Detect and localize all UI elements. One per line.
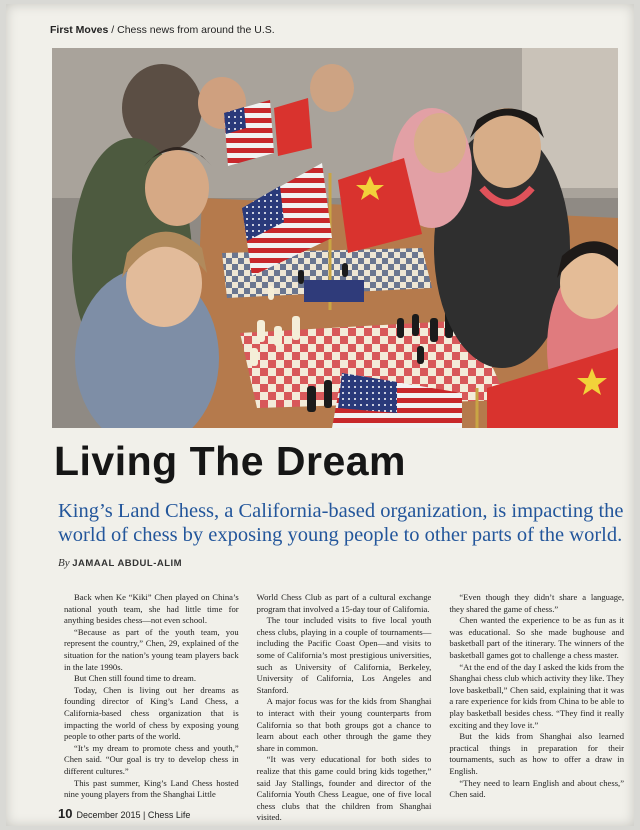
page-number: 10	[58, 806, 73, 821]
byline	[58, 557, 182, 569]
paragraph: Chen wanted the experience to be as fun as it was educational. So she made bughouse and basketball part of the itinerary. The winners of the basketball games got to challenge a chess master.	[449, 615, 625, 660]
magazine-page	[6, 4, 634, 826]
photo-illustration	[52, 48, 618, 428]
page-title: Living The Dream	[54, 438, 407, 484]
byline-author: JAMAAL ABDUL-ALIM	[72, 558, 183, 569]
running-head	[50, 24, 275, 36]
paragraph: World Chess Club as part of a cultural exchange program that involved a 15-day tour of California.	[256, 592, 432, 614]
section-name: First Moves	[50, 24, 109, 36]
section-separator: /	[108, 24, 118, 36]
paragraph: “It was very educational for both sides to realize that this game could bring kids together,” said Jay Stallings, founder and director of the California Youth Chess League, one of five local chess clubs that the children from Shanghai visited.	[256, 754, 432, 823]
paragraph: “Because as part of the youth team, you represent the country,” Chen, 29, explained of the situation for the nation’s young team players back in the late 1990s.	[64, 626, 239, 672]
paragraph: “At the end of the day I asked the kids from the Shanghai chess club which activity they like. They love basketball,” Chen said, explaining that it was a rare experience for kids from China to be able to play basketball besides chess. “They find it really exciting and they love it.”	[449, 661, 625, 730]
magazine-name: Chess Life	[147, 810, 191, 820]
paragraph: “They need to learn English and about chess,” Chen said.	[449, 777, 625, 800]
paragraph: But the kids from Shanghai also learned practical things in preparation for their tournaments, such as how to offer a draw in English.	[449, 731, 625, 776]
paragraph: But Chen still found time to dream.	[74, 673, 196, 684]
chess-tournament-photo	[52, 48, 618, 428]
section-subtitle: Chess news from around the U.S.	[117, 24, 275, 36]
paragraph: Back when Ke “Kiki” Chen played on China’s national youth team, she had little time for anything besides chess—not even school.	[64, 592, 239, 626]
paragraph: Today, Chen is living out her dreams as founding director of King’s Land Chess, a California-based chess organization that is impacting the world of chess by exposing young people to other parts of the world.	[64, 684, 239, 742]
paragraph: “It’s my dream to promote chess and youth,” Chen said. “Our goal is try to develop chess in different cultures.”	[64, 742, 239, 776]
footer-separator: |	[140, 810, 148, 820]
article-column-3	[449, 592, 625, 800]
paragraph: “Even though they didn’t share a language, they shared the game of chess.”	[449, 592, 625, 614]
page-footer	[58, 806, 190, 821]
paragraph: This past summer, King’s Land Chess hosted nine young players from the Shanghai Little	[64, 777, 239, 800]
article-column-1	[64, 592, 239, 800]
issue-date: December 2015	[76, 810, 141, 820]
article-column-2	[256, 592, 432, 823]
byline-prefix: By	[58, 557, 70, 569]
paragraph: A major focus was for the kids from Shanghai to interact with their young counterparts from California so that both groups got a chance to learn about each other through the game they share in common.	[256, 696, 432, 753]
article-deck: King’s Land Chess, a California-based organization, is impacting the world of chess by exposing young people to other parts of the world.	[58, 500, 624, 546]
paragraph: The tour included visits to five local youth chess clubs, playing in a couple of tournaments—including the Pacific Coast Open—and visits to some of California’s most prestigious universities, such as University of California, Berkeley, University of California, Los Angeles and Stanford.	[256, 615, 432, 695]
